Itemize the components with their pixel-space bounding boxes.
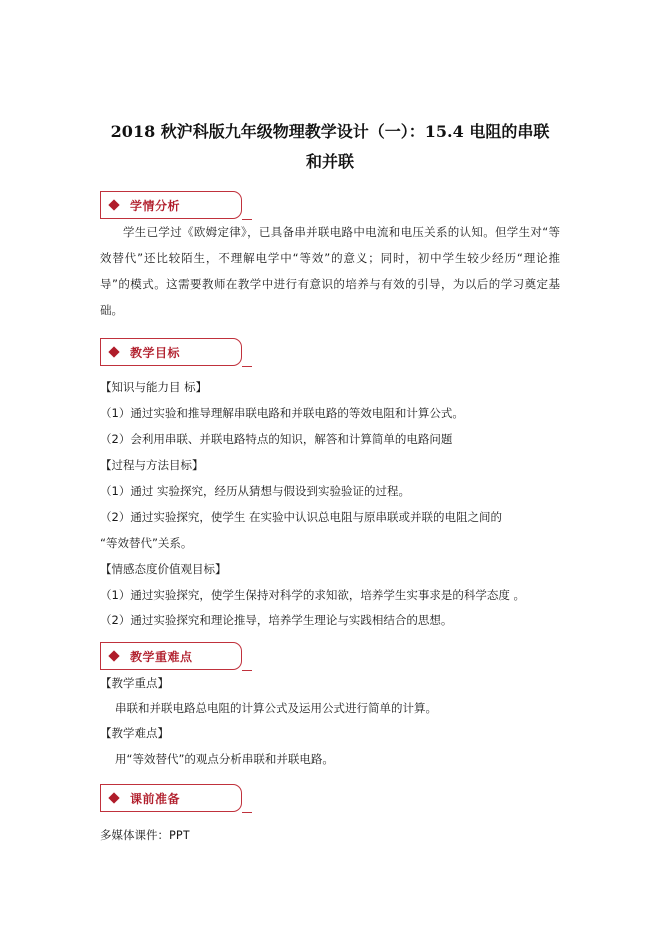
title-line-1: 2018 秋沪科版九年级物理教学设计（一）：15.4 电阻的串联 bbox=[110, 122, 550, 141]
section-label: 学情分析 bbox=[130, 198, 181, 213]
document-title bbox=[90, 117, 570, 177]
objective-line: （2）通过实验探究，使学生 在实验中认识总电阻与原串联或并联的电阻之间的 bbox=[100, 510, 502, 524]
objective-line: 【情感态度价值观目标】 bbox=[100, 562, 227, 576]
objective-line: （2）通过实验探究和理论推导，培养学生理论与实践相结合的思想。 bbox=[100, 613, 453, 627]
section-header-analysis bbox=[100, 191, 242, 219]
objective-line: （1）通过实验和推导理解串联电路和并联电路的等效电阻和计算公式。 bbox=[100, 406, 464, 420]
key-difficulty-label: 【教学难点】 bbox=[100, 726, 169, 740]
diamond-bullet-icon bbox=[108, 792, 119, 803]
section-label: 教学重难点 bbox=[130, 649, 193, 664]
objective-line: （1）通过 实验探究，经历从猜想与假设到实验验证的过程。 bbox=[100, 484, 410, 498]
section-header-key-points bbox=[100, 642, 242, 670]
section-label: 教学目标 bbox=[130, 345, 181, 360]
title-line-2: 和并联 bbox=[305, 152, 354, 171]
key-focus-text: 串联和并联电路总电阻的计算公式及运用公式进行简单的计算。 bbox=[115, 701, 437, 715]
objective-line: （1）通过实验探究，使学生保持对科学的求知欲，培养学生实事求是的科学态度 。 bbox=[100, 588, 525, 602]
key-focus-label: 【教学重点】 bbox=[100, 676, 169, 690]
section-header-preparation bbox=[100, 784, 242, 812]
objective-line: （2）会利用串联、并联电路特点的知识，解答和计算简单的电路问题 bbox=[100, 432, 453, 446]
diamond-bullet-icon bbox=[108, 346, 119, 357]
preparation-text: 多媒体课件：PPT bbox=[100, 828, 190, 842]
objective-line: “等效替代”关系。 bbox=[100, 536, 193, 550]
section-label: 课前准备 bbox=[130, 791, 181, 806]
analysis-paragraph: 学生已学过《欧姆定律》，已具备串并联电路中电流和电压关系的认知。但学生对“等效替代”还比较陌生，不理解电学中“等效”的意义；同时，初中学生较少经历“理论推 导”的模式。这需要教师在教学中进行有意识的培养与有效的引导，为以后的学习奠定基础。 bbox=[100, 225, 572, 317]
diamond-bullet-icon bbox=[108, 199, 119, 210]
section-header-objectives bbox=[100, 338, 242, 366]
objective-line: 【过程与方法目标】 bbox=[100, 458, 204, 472]
objective-line: 【知识与能力目 标】 bbox=[100, 380, 208, 394]
diamond-bullet-icon bbox=[108, 650, 119, 661]
key-difficulty-text: 用“等效替代”的观点分析串联和并联电路。 bbox=[115, 752, 334, 766]
